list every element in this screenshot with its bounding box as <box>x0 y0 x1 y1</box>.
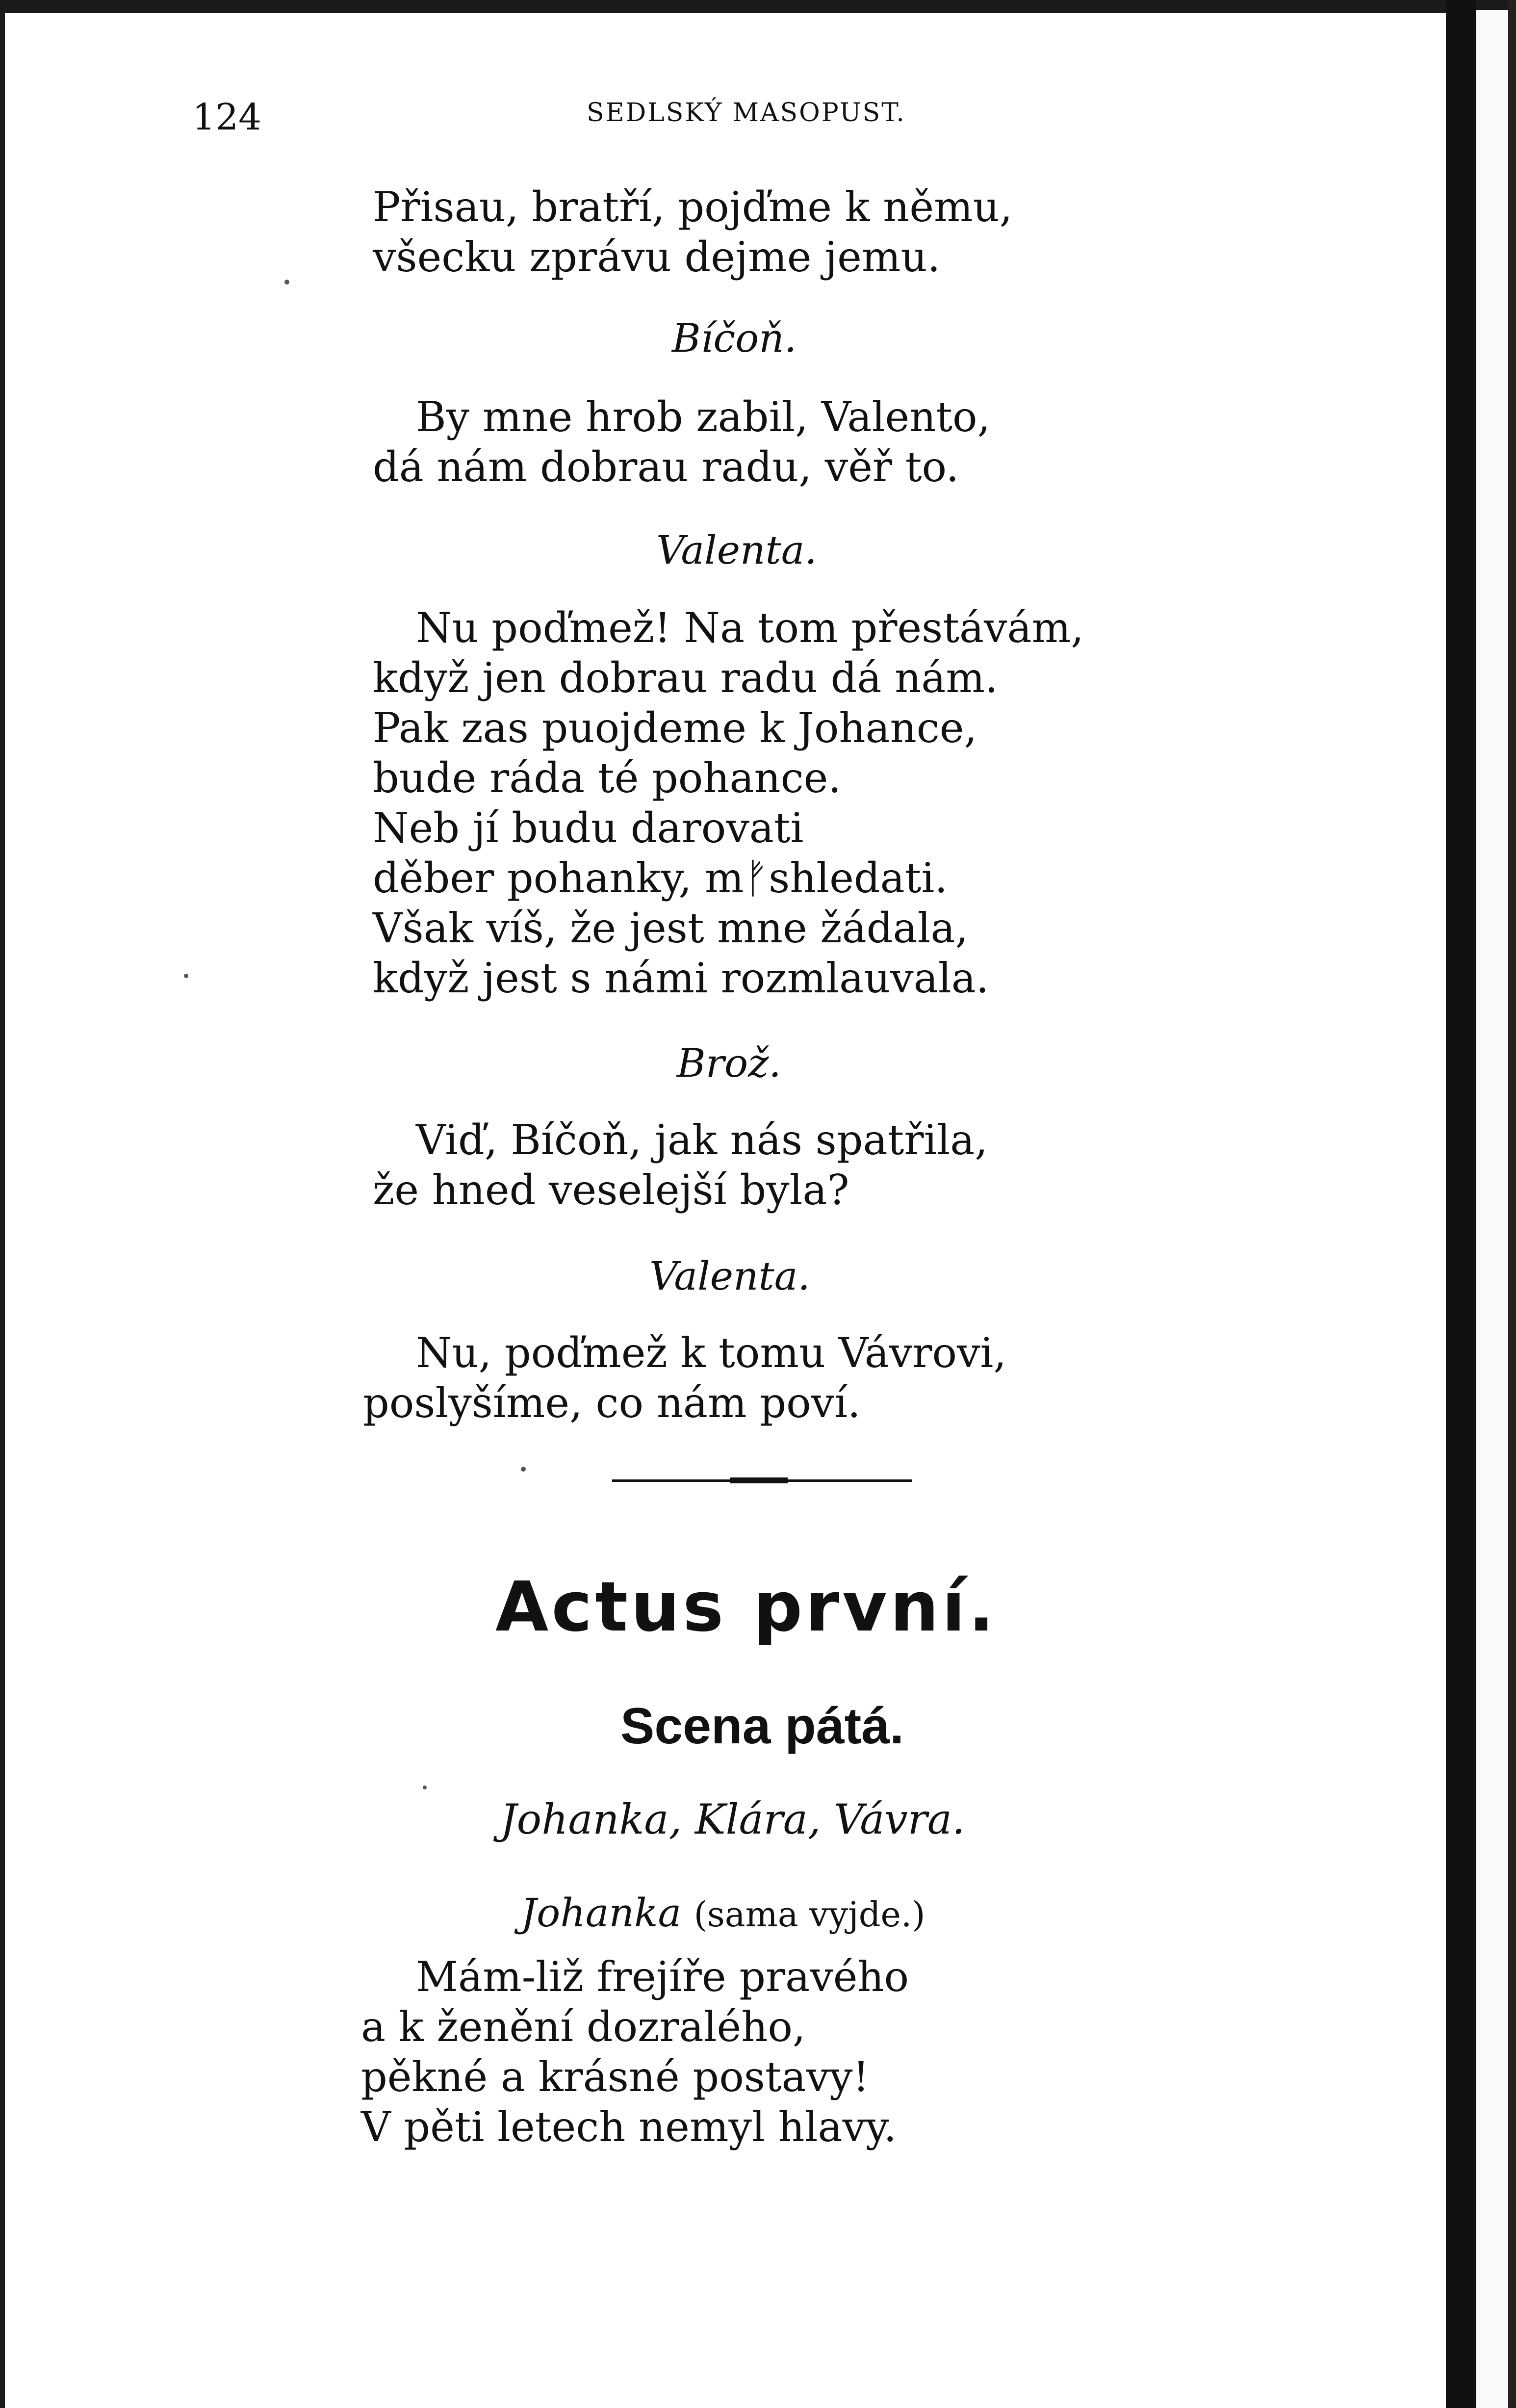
verse-line: Však víš, že jest mne žádala, <box>373 904 969 952</box>
verse-line: když jen dobrau radu dá nám. <box>373 654 998 702</box>
verse-line: pěkné a krásné postavy! <box>361 2053 870 2101</box>
scene-title: Scena pátá. <box>620 1698 904 1755</box>
section-divider-accent <box>730 1477 788 1483</box>
speaker-name: Brož. <box>677 1040 781 1086</box>
verse-line: Nu poďmež! Na tom přestávám, <box>416 604 1084 652</box>
stage-direction: (sama vyjde.) <box>694 1894 925 1935</box>
speaker-with-direction <box>521 1889 925 1939</box>
scan-speck <box>521 1467 526 1472</box>
verse-line: By mne hrob zabil, Valento, <box>416 393 991 441</box>
verse-line: Mám-liž frejíře pravého <box>416 1953 909 2001</box>
scan-speck <box>423 1786 427 1789</box>
verse-line: Pak zas puojdeme k Johance, <box>373 704 977 752</box>
scan-speck <box>284 280 289 285</box>
verse-line: že hned veselejší byla? <box>373 1166 849 1214</box>
running-head: SEDLSKÝ MASOPUST. <box>587 98 906 128</box>
scan-border-far-right <box>1508 0 1516 2408</box>
scan-border-right <box>1446 0 1476 2408</box>
scan-speck <box>184 974 188 978</box>
verse-line: všecku zprávu dejme jemu. <box>373 233 941 281</box>
verse-line: Přisau, bratří, pojďme k němu, <box>373 183 1013 231</box>
verse-line: V pěti letech nemyl hlavy. <box>361 2103 897 2151</box>
verse-line: a k ženění dozralého, <box>361 2003 806 2051</box>
scan-border-top <box>0 0 1516 13</box>
speaker-name: Valenta. <box>656 527 817 573</box>
verse-line: když jest s námi rozmlauvala. <box>373 954 989 1002</box>
verse-line: děber pohanky, mᚠshledati. <box>373 854 948 902</box>
page-number: 124 <box>192 96 262 138</box>
verse-line: poslyšíme, co nám poví. <box>363 1379 861 1427</box>
verse-line: Viď, Bíčoň, jak nás spatřila, <box>416 1116 988 1164</box>
dramatis-personae: Johanka, Klára, Vávra. <box>500 1795 965 1843</box>
speaker-name: Bíčoň. <box>672 315 797 361</box>
speaker-name: Valenta. <box>649 1253 810 1299</box>
verse-line: dá nám dobrau radu, věř to. <box>373 443 959 491</box>
verse-line: bude ráda té pohance. <box>373 754 842 802</box>
verse-line: Neb jí budu darovati <box>373 804 804 852</box>
speaker-name: Johanka <box>521 1890 682 1936</box>
act-title: Actus první. <box>495 1567 998 1647</box>
scan-border-left <box>0 0 5 2408</box>
verse-line: Nu, poďmež k tomu Vávrovi, <box>416 1329 1007 1377</box>
